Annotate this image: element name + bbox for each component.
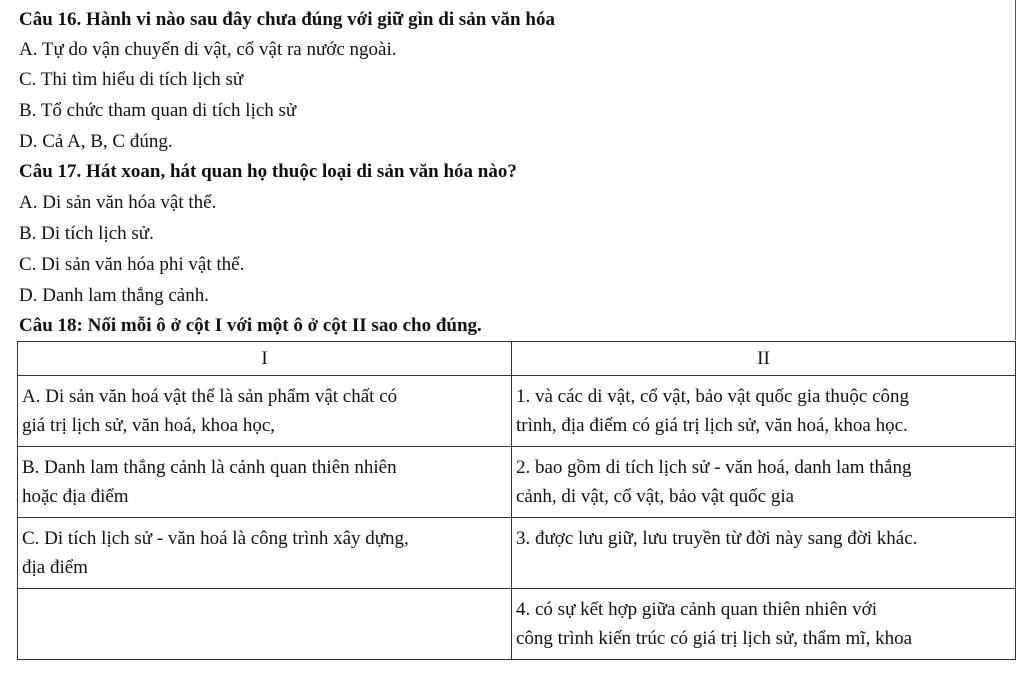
cell-line: B. Danh lam thắng cảnh là cảnh quan thiên nhiên — [22, 457, 397, 478]
cell-line: công trình kiến trúc có giá trị lịch sử, thẩm mĩ, khoa — [516, 628, 913, 649]
question-16-title: Câu 16. Hành vi nào sau đây chưa đúng với giữ gìn di sản văn hóa — [19, 9, 555, 30]
cell-line: 3. được lưu giữ, lưu truyền từ đời này sang đời khác. — [516, 528, 918, 549]
column-i-header: I — [18, 342, 512, 376]
cell-line: 2. bao gồm di tích lịch sử - văn hoá, danh lam thắng — [516, 457, 912, 478]
question-16-option-a: A. Tự do vận chuyển di vật, cổ vật ra nước ngoài. — [19, 39, 397, 60]
table-cell-left — [18, 589, 512, 660]
question-16-option-d: D. Cả A, B, C đúng. — [19, 131, 173, 152]
table-cell-left — [18, 518, 512, 589]
question-18-title: Câu 18: Nối mỗi ô ở cột I với một ô ở cột II sao cho đúng. — [19, 315, 482, 336]
table-row — [18, 376, 1016, 447]
cell-line: trình, địa điểm có giá trị lịch sử, văn hoá, khoa học. — [516, 415, 908, 436]
cell-line — [22, 624, 507, 653]
cell-line — [22, 595, 507, 624]
table-cell-left — [18, 376, 512, 447]
question-17-option-c: C. Di sản văn hóa phi vật thể. — [19, 254, 245, 275]
table-cell-right — [512, 376, 1016, 447]
cell-line: địa điểm — [22, 557, 88, 578]
cell-line — [516, 553, 1011, 582]
question-17-option-b: B. Di tích lịch sử. — [19, 223, 154, 244]
table-row — [18, 447, 1016, 518]
column-ii-header: II — [512, 342, 1016, 376]
cell-line: C. Di tích lịch sử - văn hoá là công trình xây dựng, — [22, 528, 409, 549]
question-17-option-a: A. Di sản văn hóa vật thể. — [19, 192, 217, 213]
cell-line: 4. có sự kết hợp giữa cảnh quan thiên nhiên với — [516, 599, 877, 620]
table-row — [18, 589, 1016, 660]
question-17-title: Câu 17. Hát xoan, hát quan họ thuộc loại di sản văn hóa nào? — [19, 161, 517, 182]
table-header-row — [18, 342, 1016, 376]
question-16-option-b: B. Tổ chức tham quan di tích lịch sử — [19, 100, 297, 121]
cell-line: cảnh, di vật, cổ vật, bảo vật quốc gia — [516, 486, 795, 507]
page-border — [1015, 0, 1016, 340]
table-row — [18, 518, 1016, 589]
cell-line: A. Di sản văn hoá vật thể là sản phẩm vật chất có — [22, 386, 398, 407]
table-cell-right — [512, 518, 1016, 589]
matching-table — [17, 341, 1016, 660]
table-cell-left — [18, 447, 512, 518]
cell-line: hoặc địa điểm — [22, 486, 129, 507]
table-cell-right — [512, 447, 1016, 518]
table-cell-right — [512, 589, 1016, 660]
question-16-option-c: C. Thi tìm hiểu di tích lịch sử — [19, 69, 244, 90]
question-17-option-d: D. Danh lam thắng cảnh. — [19, 285, 209, 306]
cell-line: giá trị lịch sử, văn hoá, khoa học, — [22, 415, 276, 436]
cell-line: 1. và các di vật, cổ vật, bảo vật quốc gia thuộc công — [516, 386, 910, 407]
